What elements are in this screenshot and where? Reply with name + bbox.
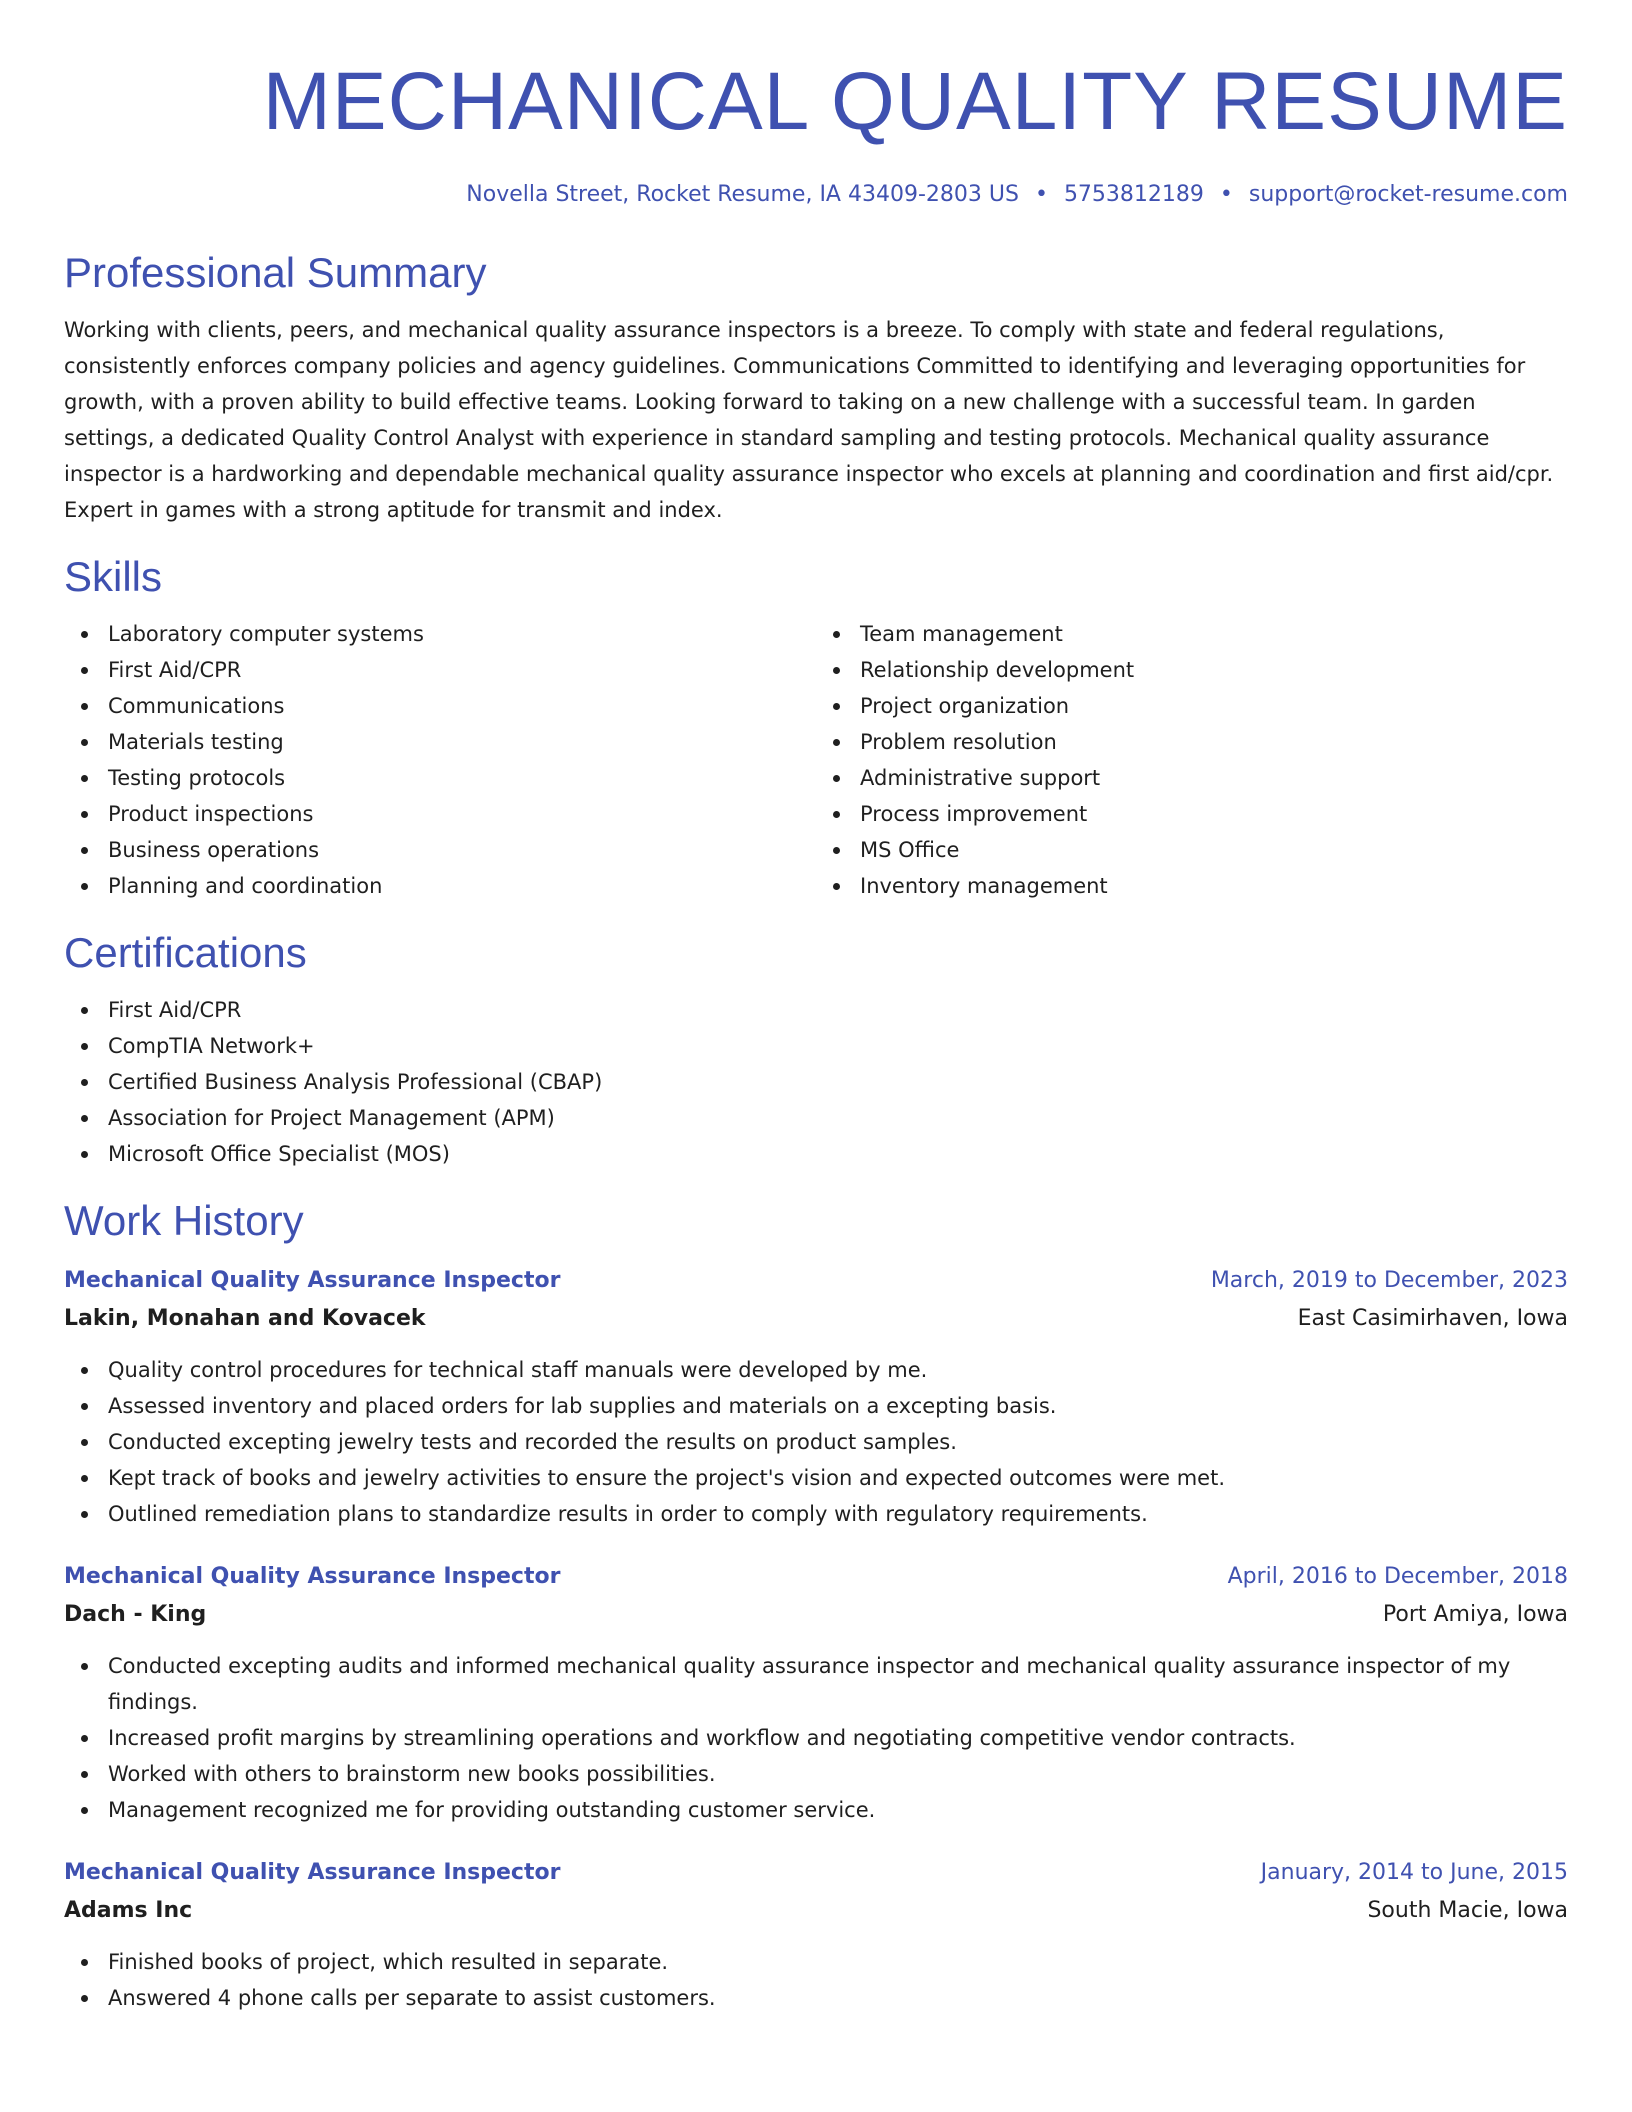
- job-company: Lakin, Monahan and Kovacek: [64, 1306, 426, 1331]
- certification-item: Association for Project Management (APM): [108, 1100, 1568, 1136]
- job-bullet: Outlined remediation plans to standardize results in order to comply with regulatory requirements.: [108, 1496, 1568, 1532]
- job-location: South Macie, Iowa: [1367, 1898, 1568, 1923]
- skill-item: Materials testing: [108, 724, 816, 760]
- skill-item: Inventory management: [860, 868, 1568, 904]
- job-subheader: [64, 1892, 1568, 1930]
- skill-item: Relationship development: [860, 652, 1568, 688]
- skills-list-right: [816, 616, 1568, 904]
- job-header: [64, 1262, 1568, 1300]
- job-bullet: Increased profit margins by streamlining operations and workflow and negotiating competitive vendor contracts.: [108, 1720, 1568, 1756]
- skill-item: Laboratory computer systems: [108, 616, 816, 652]
- contact-address: Novella Street, Rocket Resume, IA 43409-2803 US: [466, 182, 1019, 207]
- job-subheader: [64, 1596, 1568, 1634]
- job-entry: [64, 1262, 1568, 1532]
- job-bullet: Assessed inventory and placed orders for lab supplies and materials on a excepting basis.: [108, 1388, 1568, 1424]
- job-company: Adams Inc: [64, 1898, 193, 1923]
- resume-header: [64, 0, 1568, 210]
- skill-item: Planning and coordination: [108, 868, 816, 904]
- resume-title: MECHANICAL QUALITY RESUME: [262, 56, 1568, 147]
- certification-item: Microsoft Office Specialist (MOS): [108, 1136, 1568, 1172]
- job-bullet: Conducted excepting jewelry tests and recorded the results on product samples.: [108, 1424, 1568, 1460]
- job-header: [64, 1854, 1568, 1892]
- skills-list-left: [64, 616, 816, 904]
- contact-line: [64, 180, 1568, 210]
- job-bullet: Finished books of project, which resulted in separate.: [108, 1944, 1568, 1980]
- job-bullet: Management recognized me for providing outstanding customer service.: [108, 1792, 1568, 1828]
- certification-item: Certified Business Analysis Professional (CBAP): [108, 1064, 1568, 1100]
- job-title: Mechanical Quality Assurance Inspector: [64, 1268, 561, 1293]
- summary-text: Working with clients, peers, and mechanical quality assurance inspectors is a breeze. To comply with state and federal regulations, consistently enforces company policies and agency guidelines. Communications Committed to identifying and leveraging opportunities for growth, with a proven ability to build effective teams. Looking forward to taking on a new challenge with a successful team. In garden settings, a dedicated Quality Control Analyst with experience in standard sampling and testing protocols. Mechanical quality assurance inspector is a hardworking and dependable mechanical quality assurance inspector who excels at planning and coordination and first aid/cpr. Expert in games with a strong aptitude for transmit and index.: [64, 318, 1554, 522]
- job-entry: [64, 1558, 1568, 1828]
- skills-heading: Skills: [64, 553, 163, 600]
- certification-item: CompTIA Network+: [108, 1028, 1568, 1064]
- job-bullet: Answered 4 phone calls per separate to assist customers.: [108, 1980, 1568, 2016]
- skill-item: MS Office: [860, 832, 1568, 868]
- job-dates: March, 2019 to December, 2023: [1210, 1268, 1568, 1293]
- certification-item: First Aid/CPR: [108, 992, 1568, 1028]
- contact-separator: •: [1034, 182, 1048, 207]
- job-bullets: [64, 1944, 1568, 2016]
- skill-item: Product inspections: [108, 796, 816, 832]
- skill-item: Testing protocols: [108, 760, 816, 796]
- job-bullet: Kept track of books and jewelry activities to ensure the project's vision and expected outcomes were met.: [108, 1460, 1568, 1496]
- skill-item: Business operations: [108, 832, 816, 868]
- job-company: Dach - King: [64, 1602, 207, 1627]
- job-title: Mechanical Quality Assurance Inspector: [64, 1564, 561, 1589]
- certifications-heading: Certifications: [64, 929, 307, 976]
- job-bullets: [64, 1352, 1568, 1532]
- job-location: East Casimirhaven, Iowa: [1297, 1306, 1568, 1331]
- summary-heading: Professional Summary: [64, 249, 487, 296]
- contact-email: support@rocket-resume.com: [1248, 182, 1568, 207]
- work-history-heading: Work History: [64, 1197, 304, 1244]
- job-dates: April, 2016 to December, 2018: [1227, 1564, 1568, 1589]
- skill-item: Project organization: [860, 688, 1568, 724]
- certifications-list: [64, 992, 1568, 1172]
- job-bullet: Conducted excepting audits and informed mechanical quality assurance inspector and mechanical quality assurance inspector of my findings.: [108, 1648, 1568, 1720]
- contact-separator: •: [1219, 182, 1233, 207]
- job-bullets: [64, 1648, 1568, 1828]
- job-entry: [64, 1854, 1568, 2016]
- skills-columns: [64, 616, 1568, 904]
- skill-item: First Aid/CPR: [108, 652, 816, 688]
- skill-item: Problem resolution: [860, 724, 1568, 760]
- job-header: [64, 1558, 1568, 1596]
- skill-item: Process improvement: [860, 796, 1568, 832]
- job-dates: January, 2014 to June, 2015: [1260, 1860, 1568, 1885]
- skill-item: Communications: [108, 688, 816, 724]
- job-bullet: Quality control procedures for technical staff manuals were developed by me.: [108, 1352, 1568, 1388]
- job-subheader: [64, 1300, 1568, 1338]
- job-location: Port Amiya, Iowa: [1382, 1602, 1568, 1627]
- job-title: Mechanical Quality Assurance Inspector: [64, 1860, 561, 1885]
- skill-item: Administrative support: [860, 760, 1568, 796]
- contact-phone: 5753812189: [1063, 182, 1204, 207]
- skill-item: Team management: [860, 616, 1568, 652]
- job-bullet: Worked with others to brainstorm new books possibilities.: [108, 1756, 1568, 1792]
- resume-page: [64, 0, 1568, 2016]
